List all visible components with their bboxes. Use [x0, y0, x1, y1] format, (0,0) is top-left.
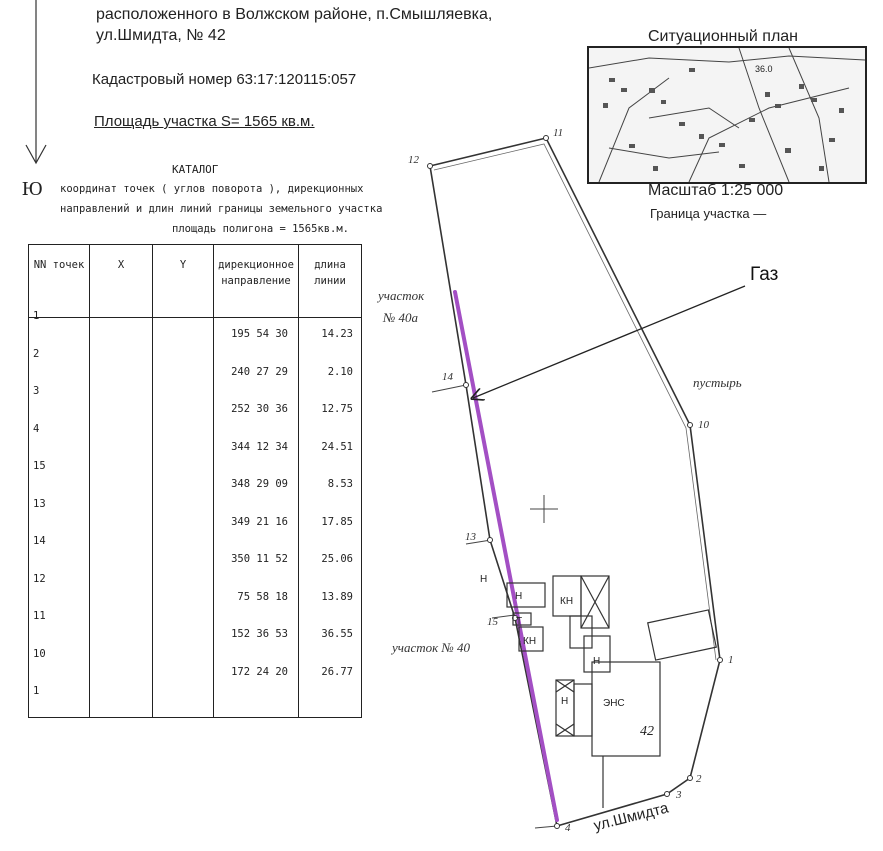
point-13-label: 13: [465, 531, 476, 543]
point-3-label: 3: [676, 789, 682, 801]
neighbor-40-label: участок № 40: [392, 640, 470, 655]
catalog-desc-3: площадь полигона = 1565кв.м.: [172, 223, 350, 235]
catalog-point-cell: 4: [29, 431, 90, 469]
point-11-label: 11: [553, 127, 564, 139]
catalog-title: КАТАЛОГ: [172, 163, 219, 176]
compass-south-letter: Ю: [22, 178, 43, 200]
catalog-point-cell: 15: [29, 468, 90, 506]
catalog-length-cell: 13.89: [299, 581, 362, 619]
catalog-length-cell: 36.55: [299, 618, 362, 656]
catalog-point-cell: 2: [29, 356, 90, 394]
catalog-length-cell: 8.53: [299, 468, 362, 506]
point-10-label: 10: [698, 419, 709, 431]
catalog-point-cell: 10: [29, 656, 90, 694]
catalog-point-cell: 12: [29, 581, 90, 619]
col-length: длина линии: [299, 245, 362, 318]
catalog-direction-cell: 172 24 20: [214, 656, 299, 694]
catalog-point-cell: 13: [29, 506, 90, 544]
point-1-label: 1: [728, 654, 734, 666]
neighbor-40a-label-2: № 40а: [383, 310, 419, 325]
street-line: ул.Шмидта, № 42: [96, 27, 226, 44]
building-n-3: [556, 680, 574, 736]
col-x: X: [90, 245, 153, 318]
catalog-length-cell: 26.77: [299, 656, 362, 694]
label-kn-2: КН: [523, 636, 537, 647]
address-line: расположенного в Волжском районе, п.Смышляевка,: [96, 6, 493, 23]
label-n-1: Н: [515, 591, 523, 602]
catalog-point-cell: 14: [29, 543, 90, 581]
label-kn-1: КН: [560, 596, 574, 607]
catalog-length-cell: 12.75: [299, 393, 362, 431]
catalog-point-cell: 3: [29, 393, 90, 431]
catalog-length-cell: 2.10: [299, 356, 362, 394]
col-direction: дирекционное направление: [214, 245, 299, 318]
gas-line: [455, 292, 557, 820]
catalog-length-cell: 24.51: [299, 431, 362, 469]
house-42: [592, 662, 660, 756]
catalog-point-cell: 1: [29, 693, 90, 718]
house-number: 42: [640, 724, 654, 739]
point-4-label: 4: [565, 822, 571, 834]
catalog-length-cell: 17.85: [299, 506, 362, 544]
cadastral-number: Кадастровый номер 63:17:120115:057: [92, 71, 357, 88]
catalog-direction-cell: 344 12 34: [214, 431, 299, 469]
catalog-length-cell: 14.23: [299, 318, 362, 356]
street-label: ул.Шмидта: [592, 799, 671, 835]
catalog-direction-cell: 348 29 09: [214, 468, 299, 506]
label-n-2: Н: [593, 656, 601, 667]
catalog-direction-cell: 195 54 30: [214, 318, 299, 356]
catalog-length-cell: 25.06: [299, 543, 362, 581]
label-n-3: Н: [561, 696, 569, 707]
catalog-desc-1: координат точек ( углов поворота ), дирекционных: [60, 183, 364, 195]
situation-scale: Масштаб 1:25 000: [648, 182, 784, 199]
wasteland-label: пустырь: [693, 375, 742, 390]
situation-legend: Граница участка —: [650, 206, 767, 221]
plot-boundary: [430, 138, 720, 826]
catalog-direction-cell: 252 30 36: [214, 393, 299, 431]
gas-label: Газ: [750, 264, 779, 285]
neighbor-40a-label-1: участок: [378, 288, 425, 303]
catalog-direction-cell: 240 27 29: [214, 356, 299, 394]
point-2-label: 2: [696, 773, 702, 785]
catalog-desc-2: направлений и длин линий границы земельного участка: [60, 203, 383, 215]
col-points: NN точек: [29, 245, 90, 318]
point-14-label: 14: [442, 371, 453, 383]
label-t: Т: [516, 616, 523, 627]
house-label: ЭНС: [603, 698, 625, 709]
catalog-direction-cell: 349 21 16: [214, 506, 299, 544]
area-label: Площадь участка S= 1565 кв.м.: [94, 113, 315, 130]
catalog-point-cell: 1: [29, 318, 90, 356]
outbuilding: [648, 610, 717, 660]
label-n-4: Н: [480, 574, 488, 585]
point-12-label: 12: [408, 154, 419, 166]
catalog-direction-cell: 152 36 53: [214, 618, 299, 656]
catalog-direction-cell: 350 11 52: [214, 543, 299, 581]
point-15-label: 15: [487, 616, 498, 628]
situation-plan-title: Ситуационный план: [648, 28, 799, 45]
catalog-point-cell: 11: [29, 618, 90, 656]
situation-map-label: 36.0: [755, 64, 773, 74]
catalog-direction-cell: 75 58 18: [214, 581, 299, 619]
col-y: Y: [153, 245, 214, 318]
